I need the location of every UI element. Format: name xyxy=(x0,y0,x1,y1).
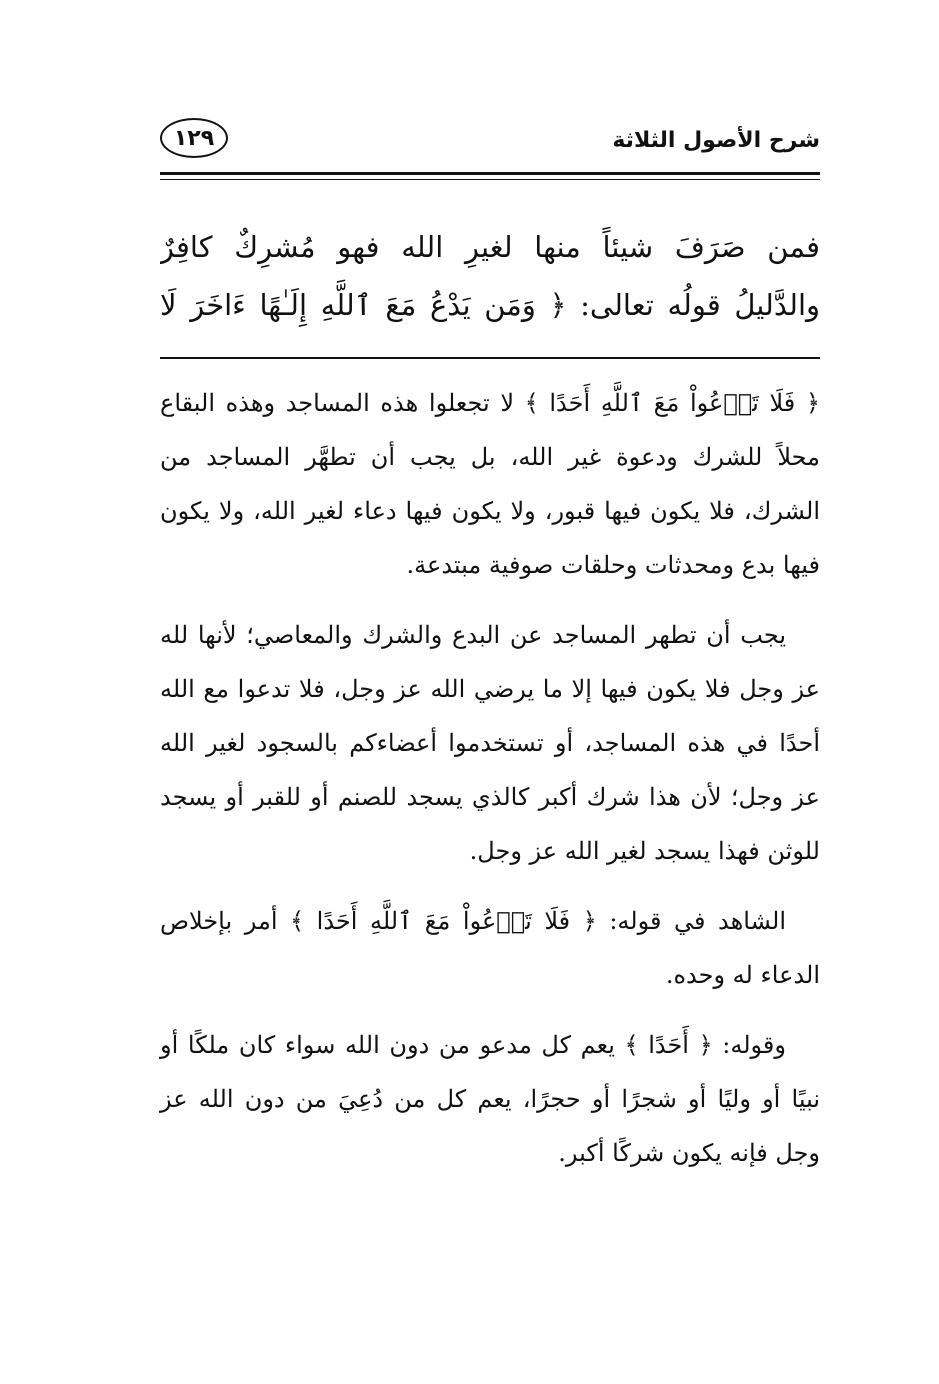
commentary-paragraph: يجب أن تطهر المساجد عن البدع والشرك والمعاصي؛ لأنها لله عز وجل فلا يكون فيها إلا ما يرضي الله عز وجل، فلا تدعوا مع الله أحدًا في هذه المساجد، أو تستخدموا أعضاءكم بالسجود لغير الله عز وجل؛ لأن هذا شرك أكبر كالذي يسجد للصنم أو للقبر أو يسجد للوثن فهذا يسجد لغير الله عز وجل. xyxy=(160,621,820,865)
matn-text xyxy=(160,218,820,334)
commentary-paragraph: ﴿ فَلَا تَدۡعُواْ مَعَ ٱللَّهِ أَحَدًا ﴾ لا تجعلوا هذه المساجد وهذه البقاع محلاً للشرك ودعوة غير الله، بل يجب أن تطهَّر المساجد من الشرك، فلا يكون فيها قبور، ولا يكون فيها دعاء لغير الله، ولا يكون فيها بدع ومحدثات وحلقات صوفية مبتدعة. xyxy=(160,389,820,579)
header-rule-thin xyxy=(160,179,820,180)
running-title: شرح الأصول الثلاثة xyxy=(612,128,820,153)
header-rule-thick xyxy=(160,172,820,175)
commentary-body xyxy=(160,376,820,1196)
matn-line: والدَّليلُ قولُه تعالى: ﴿ وَمَن يَدْعُ مَعَ ٱللَّهِ إِلَـٰهًا ءَاخَرَ لَا xyxy=(160,288,820,322)
commentary-paragraph: الشاهد في قوله: ﴿ فَلَا تَدۡعُواْ مَعَ ٱللَّهِ أَحَدًا ﴾ أمر بإخلاص الدعاء له وحده. xyxy=(160,907,820,989)
matn-line: فمن صَرَفَ شيئاً منها لغيرِ الله فهو مُشرِكٌ كافِرٌ xyxy=(160,230,820,264)
page-number: ١٢٩ xyxy=(173,125,215,151)
page-header xyxy=(160,118,820,180)
commentary-paragraph: وقوله: ﴿ أَحَدًا ﴾ يعم كل مدعو من دون الله سواء كان ملكًا أو نبيًا أو وليًا أو شجرًا أو حجرًا، يعم كل من دُعِيَ من دون الله عز وجل فإنه يكون شركًا أكبر. xyxy=(160,1031,820,1167)
page-number-badge xyxy=(160,118,228,158)
section-divider xyxy=(160,357,820,359)
